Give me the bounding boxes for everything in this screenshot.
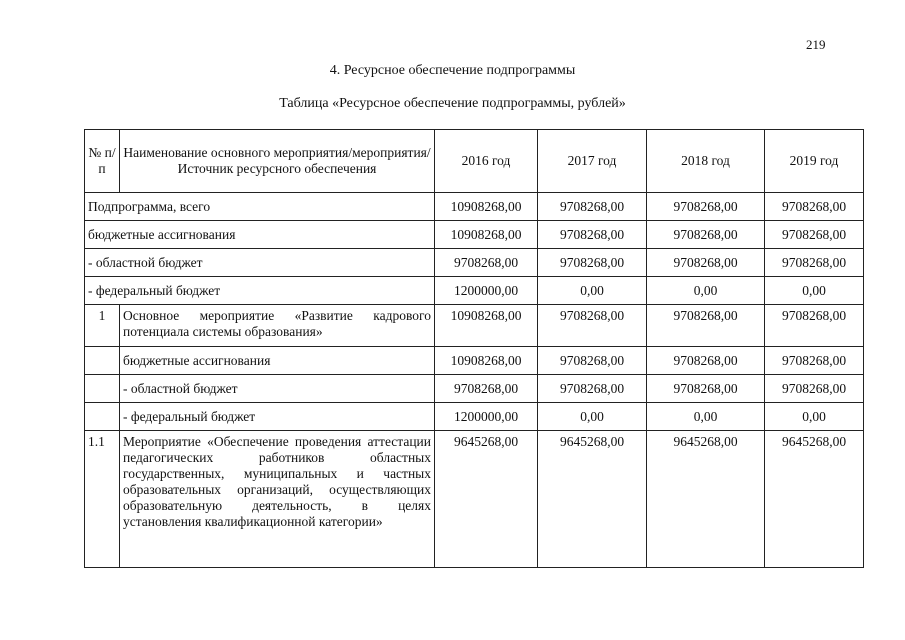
value-2017: 9708268,00 (538, 347, 647, 375)
row-name: - федеральный бюджет (85, 277, 435, 305)
header-number: № п/п (85, 130, 120, 193)
value-2017: 9708268,00 (538, 249, 647, 277)
value-2018: 0,00 (647, 403, 765, 431)
row-name: бюджетные ассигнования (120, 347, 435, 375)
value-2018: 0,00 (647, 277, 765, 305)
row-name: Основное мероприятие «Развитие кадрового потенциала системы образования» (120, 305, 435, 347)
section-heading: 4. Ресурсное обеспечение подпрограммы (329, 63, 576, 78)
row-number (85, 347, 120, 375)
resource-table (84, 129, 864, 568)
value-2016: 10908268,00 (435, 347, 538, 375)
value-2017: 0,00 (538, 403, 647, 431)
value-2017: 9708268,00 (538, 193, 647, 221)
table-row (85, 277, 864, 305)
value-2017: 9708268,00 (538, 375, 647, 403)
value-2019: 9708268,00 (765, 221, 864, 249)
value-2019: 9708268,00 (765, 305, 864, 347)
row-name: Подпрограмма, всего (85, 193, 435, 221)
value-2018: 9645268,00 (647, 431, 765, 568)
header-year-2016: 2016 год (435, 130, 538, 193)
table-row (85, 403, 864, 431)
table-row (85, 431, 864, 568)
row-name: - областной бюджет (120, 375, 435, 403)
table-row (85, 347, 864, 375)
value-2016: 9708268,00 (435, 249, 538, 277)
page-number: 219 (806, 37, 826, 52)
table-row (85, 375, 864, 403)
value-2019: 9645268,00 (765, 431, 864, 568)
value-2016: 9645268,00 (435, 431, 538, 568)
value-2019: 9708268,00 (765, 193, 864, 221)
value-2019: 0,00 (765, 277, 864, 305)
value-2016: 1200000,00 (435, 403, 538, 431)
value-2018: 9708268,00 (647, 305, 765, 347)
value-2019: 9708268,00 (765, 249, 864, 277)
header-name: Наименование основного мероприятия/мероприятия/ Источник ресурсного обеспечения (120, 130, 435, 193)
header-year-2019: 2019 год (765, 130, 864, 193)
row-number (85, 375, 120, 403)
value-2016: 10908268,00 (435, 193, 538, 221)
row-name: Мероприятие «Обеспечение проведения аттестации педагогических работников областных государственных, муниципальных и частных образовательных организаций, осуществляющих образовательную деятельность, в целях установления квалификационной категории» (120, 431, 435, 568)
value-2016: 9708268,00 (435, 375, 538, 403)
value-2019: 9708268,00 (765, 347, 864, 375)
value-2016: 1200000,00 (435, 277, 538, 305)
value-2018: 9708268,00 (647, 193, 765, 221)
value-2017: 0,00 (538, 277, 647, 305)
table-row (85, 193, 864, 221)
row-name: - областной бюджет (85, 249, 435, 277)
header-year-2017: 2017 год (538, 130, 647, 193)
value-2018: 9708268,00 (647, 347, 765, 375)
value-2018: 9708268,00 (647, 375, 765, 403)
value-2017: 9708268,00 (538, 221, 647, 249)
table-row (85, 221, 864, 249)
row-number: 1.1 (85, 431, 120, 568)
value-2018: 9708268,00 (647, 221, 765, 249)
value-2019: 0,00 (765, 403, 864, 431)
table-header-row (85, 130, 864, 193)
table-caption: Таблица «Ресурсное обеспечение подпрограммы, рублей» (279, 96, 626, 111)
value-2017: 9708268,00 (538, 305, 647, 347)
value-2018: 9708268,00 (647, 249, 765, 277)
row-number: 1 (85, 305, 120, 347)
value-2017: 9645268,00 (538, 431, 647, 568)
table-row (85, 249, 864, 277)
row-number (85, 403, 120, 431)
value-2016: 10908268,00 (435, 221, 538, 249)
table-row (85, 305, 864, 347)
header-year-2018: 2018 год (647, 130, 765, 193)
row-name: бюджетные ассигнования (85, 221, 435, 249)
row-name: - федеральный бюджет (120, 403, 435, 431)
value-2019: 9708268,00 (765, 375, 864, 403)
value-2016: 10908268,00 (435, 305, 538, 347)
